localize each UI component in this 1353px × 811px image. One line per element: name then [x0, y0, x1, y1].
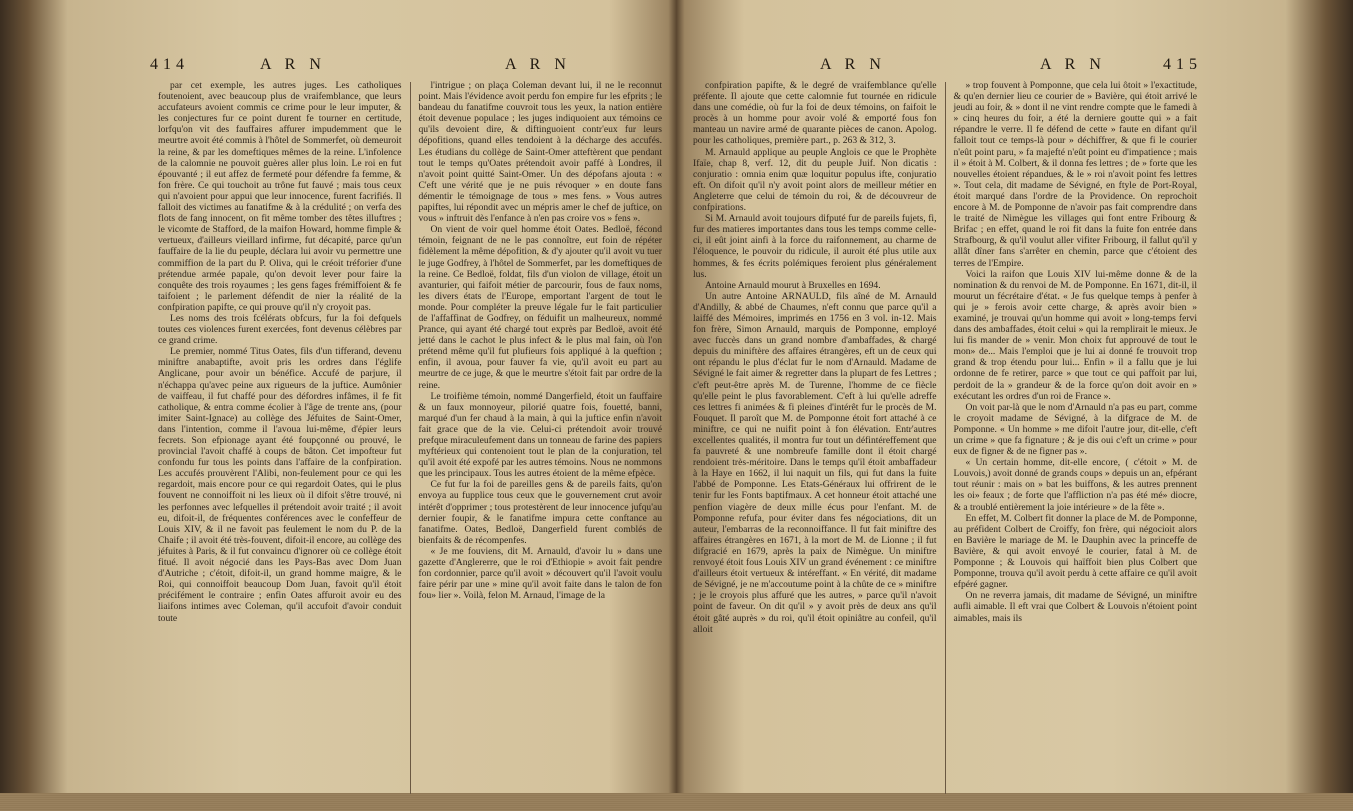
paragraph: l'intrigue ; on plaça Coleman devant lui, il ne le reconnut point. Mais l'évidence avoit perdu fon empire fur les efprits ; le bandeau du fanatifme couvroit tous les yeux, la nation entière étoit devenue populace ; les juges indiquoient aux témoins ce qu'ils devoient dire, & diftinguoient contr'eux fur leurs dépofitions, quand elles tendoient à la décharge des accufés. Les étudians du collège de Saint-Omer atteftèrent que pendant tout le temps qu'Oates prétendoit avoir paffé à Londres, il n'avoit point quitté Saint-Omer. Un des dépofans ajouta : « C'eft une vérité que je ne puis révoquer » en doute fans démentir le témoignage de tous » mes fens. » Vous autres papiftes, lui répondit avec un mépris amer le chef de juftice, on vous » inftruit dès l'enfance à n'en pas croire vos » fens ». [418, 80, 662, 225]
page-number: 414 [150, 56, 189, 73]
left-page [150, 38, 670, 796]
text-column-left [685, 80, 945, 796]
paragraph: Le troifième témoin, nommé Dangerfield, étoit un fauffaire & un faux monnoyeur, pilorié quatre fois, fouetté, banni, marqué d'un fer chaud à la main, à qui la juftice enfin n'avoit fait grace que de la vie. Celui-ci prétendoit avoir trouvé prefque miraculeufement dans un tonneau de farine des papiers myftérieux qui contenoient tout le plan de la conjuration, tel qu'il avoit été expofé par les autres témoins. Nous ne nommons que les principaux. Tous les autres étoient de la même efpèce. [418, 390, 662, 480]
paragraph: En effet, M. Colbert fit donner la place de M. de Pomponne, au préfident Colbert de Croiffy, fon frère, qui négocioit alors en Bavière le mariage de M. le Dauphin avec la princeffe de Bavière, & qui avoit envoyé le courier, fatal à M. de Pomponne ; & Louvois qui haïffoit bien plus Colbert que Pomponne, trouva qu'il avoit perdu à cette affaire ce qu'il avoit efpéré gagner. [953, 512, 1197, 591]
paragraph: On voit par-là que le nom d'Arnauld n'a pas eu part, comme le croyoit madame de Sévigné, à la difgrace de M. de Pomponne. « Un homme » me difoit l'autre jour, dit-elle, c'eft un crime » que fa fignature ; & je dis oui c'eft un crime » pour eux de figner & de ne figner pas ». [953, 401, 1197, 458]
paragraph: » trop fouvent à Pomponne, que cela lui ôtoit » l'exactitude, & qu'en dernier lieu ce courier de » Bavière, qui étoit arrivé le jeudi au foir, & » dont il ne vint rendre compte que le famedi à » cinq heures du foir, a été la derniere goutte qui » a fait répandre le verre. Il fe défend de cette » faute en difant qu'il falloit tout ce temps-là pour » déchiffrer, & que fi le courier n'eût point paru, » fa majefté n'eût point eu d'impatience ; mais il » étoit à M. Colbert, & il donna fes lettres ; de » forte que les nouvelles étoient répandues, & le » roi n'avoit point fes lettres ». Tout cela, dit madame de Sévigné, en ftyle de Port-Royal, étoit marqué dans l'ordre de la Providence. On reprochoit encore à M. de Pomponne de n'avoir pas fait comprendre dans le traité de Nimègue les villages qui font entre Fribourg & Brifac ; en effet, quand le roi fit dans la fuite fon entrée dans Strafbourg, & qu'il voulut aller vifiter Fribourg, il fallut qu'il y allât dîner fans s'arrêter en chemin, parce que c'étoient des terres de l'Empire. [953, 80, 1197, 269]
running-head: A R N [1040, 56, 1106, 73]
left-page-header [150, 38, 670, 78]
page-number: 415 [1163, 56, 1202, 73]
running-head: A R N [820, 56, 886, 73]
paragraph: On vient de voir quel homme étoit Oates. Bedloë, fécond témoin, feignant de ne le pas connoître, eut foin de répéter fidèlement la même dépofition, & d'y ajouter qu'il avoit vu tuer le juge Godfrey, à l'hôtel de Sommerfet, par les domeftiques de la reine. Ce Bedloë, foldat, fils d'un violon de village, étoit un avanturier, qui faifoit métier de parcourir, fous de faux noms, les divers états de l'Europe, emportant l'argent de tout le monde. Pour compléter la preuve légale fur le fait particulier de l'affaffinat de Godfrey, on féduifit un malheureux, nommé Prance, qui ayant été chargé tout exprès par Bedloë, avoit été jetté dans le cachot le plus infect & le plus mal fain, où l'on prétend même qu'il fut plufieurs fois appliqué à la queftion ; enfin, il avoua, pour fauver fa vie, qu'il avoit eu part au meurtre de ce juge, & que le meurtre s'étoit fait par ordre de la reine. [418, 224, 662, 391]
paragraph: confpiration papifte, & le degré de vraifemblance qu'elle préfente. Il ajoute que cette calomnie fut tournée en ridicule dans une comédie, où fur la foi de deux témoins, on faifoit le procès à un homme pour avoir volé & emporté fous fon manteau un navire armé de quarante pièces de canon. Apolog. pour les catholiques, première part., p. 263 & 312, 3. [693, 80, 937, 147]
paragraph: « Je me fouviens, dit M. Arnauld, d'avoir lu » dans une gazette d'Anglererre, que le roi d'Ethiopie » avoit fait pendre fon cordonnier, parce qu'il avoit » découvert qu'il l'avoit voulu faire périr par une » mine qu'il avoit faite dans le talon de fon fou» lier ». Voilà, felon M. Arnaud, l'image de la [418, 545, 662, 602]
paragraph: M. Arnauld applique au peuple Anglois ce que le Prophète Ifaïe, chap 8, verf. 12, dit du peuple Juif. Non dicatis : conjuratio : omnia enim quæ loquitur populus ifte, conjuratio eft. On difoit qu'il n'y avoit point alors de meilleur métier en Angleterre que celui de témoin du roi, & de découvreur de confpirations. [693, 146, 937, 214]
right-page [685, 38, 1205, 796]
text-column-right [411, 80, 671, 796]
running-head: A R N [260, 56, 326, 73]
paragraph: Le premier, nommé Titus Oates, fils d'un tifferand, devenu miniftre anabaptifte, avoit pris les ordres dans l'églife Anglicane, pour avoir un bénéfice. Accufé de parjure, il n'échappa qu'avec peine aux rigueurs de la juftice. Aumônier de vaiffeau, il fut chaffé pour des défordres infâmes, il fe fit catholique, & entra comme écolier à l'âge de trente ans, (pour imiter Saint-Ignace) au collège des Jéfuites de Saint-Omer, dans l'intention, comme il l'avoua lui-même, d'épier leurs fecrets. Son efpionage ayant été foupçonné ou prouvé, le provincial l'avoit chaffé à coups de bâton. Cet impofteur fut confondu fur tous les points dans l'affaire de la confpiration. Les accufés prouvèrent l'Alibi, non-feulement pour ce qui les regardoit, mais encore pour ce qui regardoit Oates, qui le plus fouvent ne connoiffoit ni les lieux où il difoit s'être trouvé, ni les perfonnes avec lefquelles il prétendoit avoir traité ; il avoit eu, difoit-il, de fréquentes conférences avec le confeffeur de Louis XIV, & il ne favoit pas feulement le nom du P. de la Chaife ; il avoit été très-fouvent, difoit-il encore, au collège des jéfuites à Paris, & il fut convaincu d'ignorer où ce collège étoit fitué. Il avoit négocié dans les Pays-Bas avec Dom Juan d'Autriche ; c'étoit, difoit-il, un grand homme maigre, & le Roi, qui connoiffoit beaucoup Dom Juan, favoit qu'il étoit précifément le contraire ; enfin Oates affuroit avoir eu des liaifons intimes avec Coleman, qu'il accufoit d'avoir conduit toute [158, 346, 402, 624]
paragraph: Antoine Arnauld mourut à Bruxelles en 1694. [705, 279, 881, 291]
text-column-left [150, 80, 410, 796]
paragraph: Si M. Arnauld avoit toujours difputé fur de pareils fujets, fi, fur des matieres importantes dans tous les temps comme celle-ci, il eût joint ainfi à la force du raifonnement, au charme de l'éloquence, le pouvoir du ridicule, il auroit été plus utile aux hommes, & fes écrits polémiques feroient plus généralement lus. [693, 213, 937, 280]
right-page-columns [685, 80, 1205, 796]
paragraph: On ne reverra jamais, dit madame de Sévigné, un miniftre aufli aimable. Il eft vrai que Colbert & Louvois n'étoient point aimables, mais ils [953, 590, 1197, 624]
running-head: A R N [505, 56, 571, 73]
paragraph: Voici la raifon que Louis XIV lui-même donne & de la nomination & du renvoi de M. de Pomponne. En 1671, dit-il, il mourut un fécrétaire d'état. « Je fus quelque temps à penfer à qui je » ferois avoir cette charge, & après avoir bien » examiné, je trouvai qu'un homme qui avoit » long-temps fervi dans des ambaffades, étoit celui » qui la remplirait le mieux. Je lui fis mander de » venir. Mon choix fut approuvé de tout le mon» de... Mais l'emploi que je lui ai donné fe trouvoit trop grand & trop étendu pour lui... Enfin » il a fallu que je lui ordonne de fe retirer, parce » que tout ce qui paffoit par lui, perdoit de la » grandeur & de la force qu'on doit avoir en » exécutant les ordres d'un roi de France ». [953, 268, 1197, 402]
paragraph: par cet exemple, les autres juges. Les catholiques foutenoient, avec beaucoup plus de vraifemblance, que leurs accufateurs avoient commis ce crime pour le leur imputer, & les conjectures fur ce point durent fe tourner en certitude, lorfqu'on vit des fauffaires affurer impudemment que le meurtre avoit été commis à l'hôtel de Sommerfet, où demeuroit la reine, & par les domeftiques mêmes de la reine. L'infolence de la calomnie ne pouvoit guères aller plus loin. Le roi en fut épouvanté ; il eut affez de fermeté pour défendre fa femme, & fon frère. Ce qui touchoit au trône fut fauvé ; mais tous ceux qui n'avoient pour appui que leur innocence, furent facrifiés. Il falloit des victimes au fanatifme & à la crédulité ; on verfa des flots de fang innocent, on fit même tomber des têtes illuftres ; le vicomte de Stafford, de la maifon Howard, homme fimple & vertueux, d'ailleurs vieillard infirme, fut décapité, parce qu'un fauffaire de la lie du peuple, déclara lui avoir vu permettre une commiffion de la part du P. Oliva, qui le créoit tréforier d'une prétendue armée papale, qu'on devoit lever pour faire la conquête des trois royaumes ; les gens fages frémiffoient & fe taifoient ; le parlement défendit de nier la réalité de la confpiration papifte, ce qui prouve qu'il n'y croyoit pas. [158, 80, 402, 313]
text-column-right [946, 80, 1206, 796]
paragraph: Ce fut fur la foi de pareilles gens & de pareils faits, qu'on envoya au fupplice tous ceux que le gouvernement crut avoir intérêt d'opprimer ; tous protestèrent de leur innocence jufqu'au dernier foupir, & le fanatifme impura cette conftance au fanatifme. Oates, Bedloë, Dangerfield furent comblés de bienfaits & de récompenfes. [418, 479, 662, 546]
paragraph: « Un certain homme, dit-elle encore, ( c'étoit » M. de Louvois,) avoit donné de grands coups » depuis un an, efpérant tout réunir : mais on » bat les buiffons, & les autres prennent les oi» feaux ; de forte que l'affliction n'a pas été mé» diocre, & a troublé entièrement la joie intérieure » de la fête ». [953, 457, 1197, 513]
paragraph: Un autre Antoine ARNAULD, fils aîné de M. Arnauld d'Andilly, & abbé de Chaumes, n'eft connu que parce qu'il a laiffé des Mémoires, imprimés en 1756 en 3 vol. in-12. Mais fon frère, Simon Arnauld, marquis de Pomponne, employé avec fuccès dans un grand nombre d'ambaffades, & chargé depuis du miniftère des affaires étrangères, eft un de ceux qui ont répandu le plus d'éclat fur le nom d'Arnauld. Madame de Sévigné le fait aimer & regretter dans la plupart de fes Lettres ; c'eft peut-être après M. de Turenne, l'homme de ce fiècle qu'elle peint le plus favorablement. C'eft à lui qu'elle adreffe ces lettres fi animées & fi pleines d'intérêt fur le procès de M. Fouquet. Il paroît que M. de Pomponne étoit fort attaché à ce miniftre, ce qui ne nuifit point à fon élévation. Entr'autres excellentes qualités, il montra fur tout un défintéreffement que fa pauvreté & une nombreufe famille dont il étoit chargé rendoient très-méritoire. Dans le temps qu'il étoit ambaffadeur à la Haye en 1662, il lui naquit un fils, qui fut dans la fuite l'abbé de Pomponne. Les Etats-Généraux lui offrirent de le tenir fur les Fonts baptifmaux. A cet honneur étoit attaché une penfion viagère de deux mille écus pour l'enfant. M. de Pomponne refufa, pour éviter dans fes négociations, dit un auteur, l'embarras de la reconnoiffance. Il fut fait miniftre des affaires étrangères en 1671, à la mort de M. de Lionne ; il fut difgracié en 1679, après la paix de Nimègue. Un miniftre renvoyé étoit fous Louis XIV un grand événement : ce miniftre d'ailleurs étoit vertueux & intéreffant. « En vérité, dit madame de Sévigné, je ne m'accoutume point à la chûte de ce » miniftre ; je le croyois plus affuré que les autres, » parce qu'il n'avoit point de faveur. On dit qu'il » y avoit près de deux ans qu'il étoit gâté auprès » du roi, qu'il étoit opiniâtre au confeil, qu'il alloit [693, 290, 937, 635]
right-page-header [685, 38, 1205, 78]
paragraph: Les noms des trois fcélérats obfcurs, fur la foi defquels toutes ces violences furent exercées, font devenus célèbres par ce grand crime. [158, 312, 402, 347]
left-page-columns [150, 80, 670, 796]
